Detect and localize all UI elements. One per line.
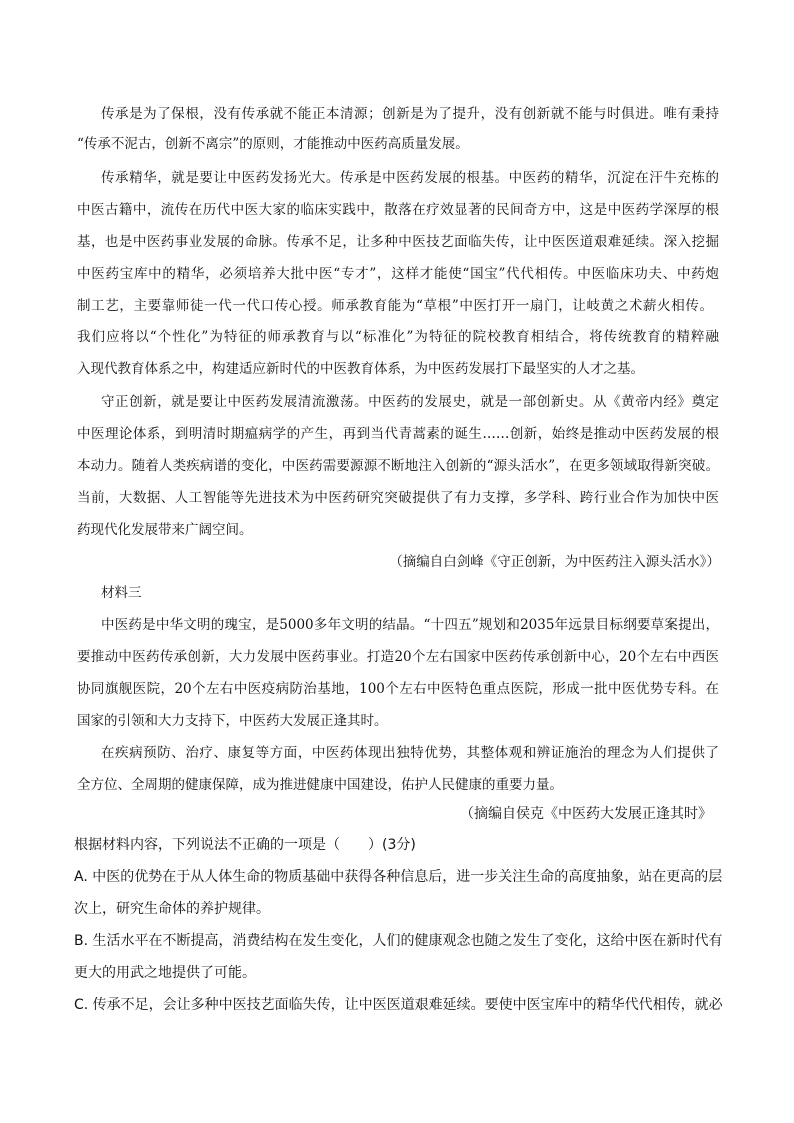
option-b-line2: 更大的用武之地提供了可能。 (74, 965, 256, 981)
para1-line2: “传承不泥古，创新不离宗”的原则，才能推动中医药高质量发展。 (77, 136, 469, 152)
para1-line1: 传承是为了保根，没有传承就不能正本清源；创新是为了提升，没有创新就不能与时俱进。唯有秉持 (101, 106, 719, 122)
para3-line4: 当前，大数据、人工智能等先进技术为中医药研究突破提供了有力支撑，多学科、跨行业合作为加快中医 (77, 490, 719, 506)
para3-line2: 中医理论体系，到明清时期瘟病学的产生，再到当代青蒿素的诞生……创新，始终是推动中医药发展的根 (77, 426, 719, 442)
source-citation-2: （摘编自侯克《中医药大发展正逢其时》 (460, 806, 712, 822)
para4-line3: 协同旗舰医院，20个左右中医疫病防治基地，100个左右中医特色重点医院，形成一批中医优势专科。在 (77, 681, 719, 697)
para3-line3: 本动力。随着人类疾病谱的变化，中医药需要源源不断地注入创新的“源头活水”，在更多领域取得新突破。 (77, 458, 719, 474)
para4-line1: 中医药是中华文明的瑰宝，是5000多年文明的结晶。“十四五”规划和2035年远景目标纲要草案提出， (101, 617, 719, 633)
para2-line4: 中医药宝库中的精华，必须培养大批中医“专才”，这样才能使“国宝”代代相传。中医临床功夫、中药炮 (77, 266, 719, 282)
option-a-line1: A. 中医的优势在于从人体生命的物质基础中获得各种信息后，进一步关注生命的高度抽象，站在更高的层 (74, 869, 723, 885)
para2-line6: 我们应将以“个性化”为特征的师承教育与以“标准化”为特征的院校教育相结合，将传统教育的精粹融 (77, 329, 719, 345)
para2-line1: 传承精华，就是要让中医药发扬光大。传承是中医药发展的根基。中医药的精华，沉淀在汗牛充栋的 (101, 170, 719, 186)
question-stem: 根据材料内容，下列说法不正确的一项是（ ）(3分) (74, 837, 416, 853)
source-citation-1: （摘编自白剑峰《守正创新，为中医药注入源头活水》） (389, 554, 720, 570)
para3-line5: 药现代化发展带来广阔空间。 (77, 522, 253, 538)
para4-line4: 国家的引领和大力支持下，中医药大发展正逢其时。 (77, 713, 388, 729)
material3-label: 材料三 (101, 585, 142, 601)
para3-line1: 守正创新，就是要让中医药发展清流激荡。中医药的发展史，就是一部创新史。从《黄帝内经》奠定 (101, 394, 719, 410)
option-b-line1: B. 生活水平在不断提高，消费结构在发生变化，人们的健康观念也随之发生了变化，这给中医在新时代有 (74, 933, 723, 949)
para2-line5: 制工艺，主要靠师徒一代一代口传心授。师承教育能为“草根”中医打开一扇门，让岐黄之术薪火相传。 (77, 298, 713, 314)
option-c-line1: C. 传承不足，会让多种中医技艺面临失传，让中医医道艰难延续。要使中医宝库中的精华代代相传，就必 (74, 997, 723, 1013)
para4-line2: 要推动中医药传承创新，大力发展中医药事业。打造20个左右国家中医药传承创新中心，20个左右中西医 (77, 649, 719, 665)
para2-line7: 入现代教育体系之中，构建适应新时代的中医教育体系，为中医药发展打下最坚实的人才之基。 (77, 361, 644, 377)
option-a-line2: 次上，研究生命体的养护规律。 (74, 901, 270, 917)
para5-line2: 全方位、全周期的健康保障，成为推进健康中国建设，佑护人民健康的重要力量。 (77, 777, 563, 793)
para2-line3: 基，也是中医药事业发展的命脉。传承不足，让多种中医技艺面临失传，让中医医道艰难延续。深入挖掘 (77, 234, 719, 250)
para2-line2: 中医古籍中，流传在历代中医大家的临床实践中，散落在疗效显著的民间奇方中，这是中医药学深厚的根 (77, 202, 719, 218)
para5-line1: 在疾病预防、治疗、康复等方面，中医药体现出独特优势，其整体观和辨证施治的理念为人们提供了 (101, 745, 719, 761)
